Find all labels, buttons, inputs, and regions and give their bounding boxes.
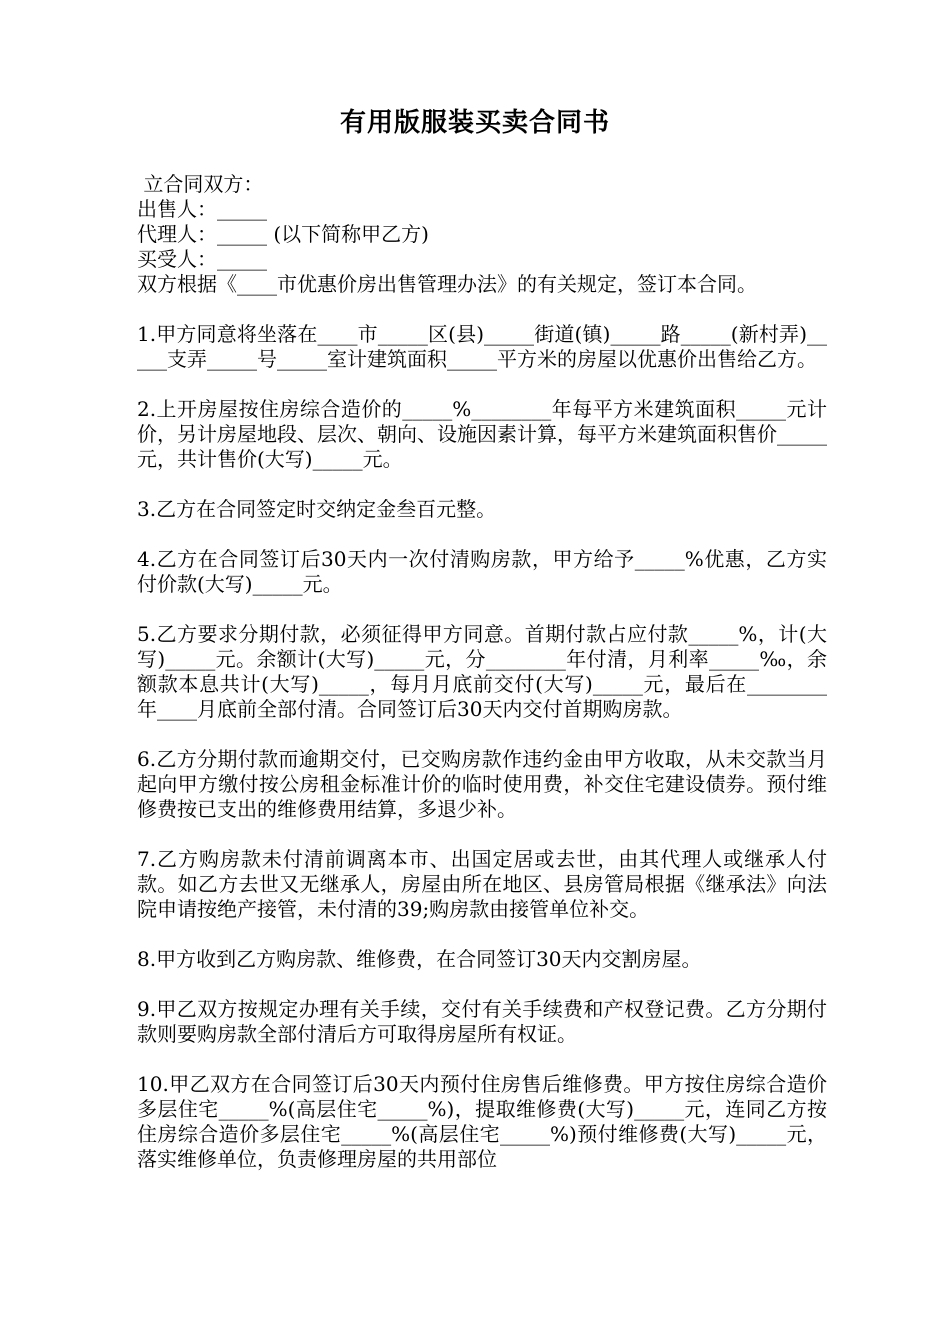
clause-1: 1.甲方同意将坐落在____市_____区(县)_____街道(镇)_____路_____(新村弄)_____支弄_____号_____室计建筑面积_____平方米的房屋以优惠价出售给乙方。 — [137, 322, 827, 371]
document-title: 有用版服装买卖合同书 — [339, 108, 610, 138]
clause-9: 9.甲乙双方按规定办理有关手续，交付有关手续费和产权登记费。乙方分期付款则要购房款全部付清后方可取得房屋所有权证。 — [137, 997, 827, 1046]
seller-line: 出售人：_____ — [137, 197, 267, 221]
clause-8: 8.甲方收到乙方购房款、维修费，在合同签订30天内交割房屋。 — [137, 947, 702, 971]
clause-10: 10.甲乙双方在合同签订后30天内预付住房售后维修费。甲方按住房综合造价多层住宅_____%(高层住宅_____%)，提取维修费(大写)_____元，连同乙方按住房综合造价多层住宅_____%(高层住宅_____%)预付维修费(大写)_____元，落实维修单位，负责修理房屋的共用部位 — [137, 1072, 827, 1171]
buyer-line: 买受人：_____ — [137, 247, 267, 271]
parties-heading: 立合同双方： — [137, 172, 264, 196]
agent-line: 代理人：_____ (以下简称甲乙方) — [137, 222, 429, 246]
clause-4: 4.乙方在合同签订后30天内一次付清购房款，甲方给予_____%优惠，乙方实付价款(大写)_____元。 — [137, 547, 827, 596]
clause-5: 5.乙方要求分期付款，必须征得甲方同意。首期付款占应付款_____%，计(大写)_____元。余额计(大写)_____元，分________年付清，月利率_____‰，余额款本息共计(大写)_____，每月月底前交付(大写)_____元，最后在________年____月底前全部付清。合同签订后30天内交付首期购房款。 — [137, 622, 827, 721]
clause-3: 3.乙方在合同签定时交纳定金叁百元整。 — [137, 497, 497, 521]
paragraph-gap — [137, 297, 827, 322]
preamble-line: 双方根据《____市优惠价房出售管理办法》的有关规定，签订本合同。 — [137, 272, 757, 296]
clause-7: 7.乙方购房款未付清前调离本市、出国定居或去世，由其代理人或继承人付款。如乙方去世又无继承人，房屋由所在地区、县房管局根据《继承法》向法院申请按绝产接管，未付清的39;购房款由接管单位补交。 — [137, 847, 827, 921]
clause-2: 2.上开房屋按住房综合造价的_____%________年每平方米建筑面积_____元计价，另计房屋地段、层次、朝向、设施因素计算，每平方米建筑面积售价_____元，共计售价(大写)_____元。 — [137, 397, 827, 471]
document-body — [137, 172, 827, 1172]
clause-6: 6.乙方分期付款而逾期交付，已交购房款作违约金由甲方收取，从未交款当月起向甲方缴付按公房租金标准计价的临时使用费，补交住宅建设债券。预付维修费按已支出的维修费用结算，多退少补。 — [137, 747, 827, 821]
